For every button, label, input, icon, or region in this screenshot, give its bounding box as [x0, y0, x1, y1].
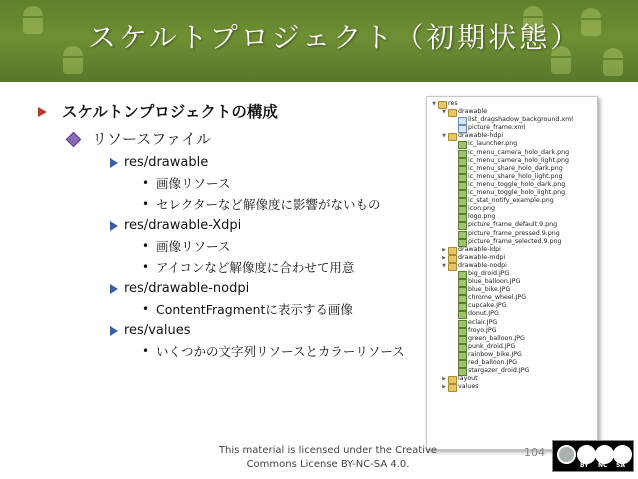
cc-license-badge [552, 440, 634, 472]
bullet-sub-text: リソースファイル [92, 130, 211, 148]
expand-right-icon[interactable]: ▶ [442, 246, 446, 253]
tree-folder-row[interactable] [427, 108, 597, 116]
bullet-arrow-icon [38, 107, 47, 117]
triangle-bullet-icon [110, 221, 118, 231]
tree-node-label: blue_balloon.JPG [468, 278, 521, 286]
bullet-item [36, 299, 436, 320]
tree-node-label: blue_bike.JPG [468, 286, 511, 294]
tree-file-row[interactable] [427, 173, 597, 181]
tree-node-label: big_droid.JPG [468, 269, 510, 277]
license-line-1: This material is licensed under the Creative [218, 445, 438, 456]
bullet-group [36, 320, 436, 341]
folder-icon [448, 384, 457, 392]
tree-file-row[interactable] [427, 205, 597, 213]
license-line-2: Commons License BY-NC-SA 4.0. [246, 459, 410, 470]
expand-right-icon[interactable]: ▶ [442, 384, 446, 391]
tree-node-label: ic_menu_toggle_holo_light.png [468, 189, 566, 197]
tree-file-row[interactable] [427, 335, 597, 343]
tree-file-row[interactable] [427, 343, 597, 351]
tree-file-row[interactable] [427, 367, 597, 375]
expand-down-icon[interactable]: ▼ [442, 109, 446, 116]
bullet-group [36, 215, 436, 236]
bullet-group-name: res/drawable-Xdpi [124, 218, 242, 233]
expand-down-icon[interactable]: ▼ [442, 262, 446, 269]
tree-node-label: drawable-hdpi [458, 132, 504, 140]
tree-node-label: ic_menu_toggle_holo_dark.png [468, 180, 566, 188]
tree-node-label: punk_droid.JPG [468, 342, 516, 350]
diamond-bullet-icon [66, 132, 82, 148]
license-footer [208, 444, 448, 472]
bullet-item-text: アイコンなど解像度に合わせて用意 [156, 260, 355, 275]
triangle-bullet-icon [110, 158, 118, 168]
tree-file-row[interactable] [427, 157, 597, 165]
expand-down-icon[interactable]: ▼ [432, 101, 436, 107]
tree-file-row[interactable] [427, 197, 597, 205]
tree-node-label: eclair.JPG [468, 318, 498, 326]
tree-node-label: green_balloon.JPG [468, 334, 525, 342]
android-pattern-icon [578, 8, 604, 38]
bullet-item-text: セレクターなど解像度に影響がないもの [156, 197, 381, 212]
dot-bullet-icon: • [142, 197, 150, 211]
bullet-item-text: いくつかの文字列リソースとカラーリソース [156, 344, 405, 359]
tree-node-label: picture_frame.xml [468, 124, 526, 132]
cc-label-by: BY [580, 462, 589, 469]
dot-bullet-icon: • [142, 176, 150, 190]
android-pattern-icon [60, 46, 86, 76]
cc-icon [557, 445, 576, 464]
tree-node-label: ic_stat_notify_example.png [468, 197, 554, 205]
tree-node-label: red_balloon.JPG [468, 359, 518, 366]
bullet-item-text: 画像リソース [156, 176, 231, 191]
tree-folder-row[interactable] [427, 246, 597, 254]
tree-file-row[interactable] [427, 213, 597, 221]
page-number: 104 [524, 446, 545, 459]
tree-folder-row[interactable] [427, 383, 597, 391]
tree-file-row[interactable] [427, 294, 597, 302]
tree-node-label: logo.png [468, 213, 496, 221]
tree-file-row[interactable] [427, 238, 597, 246]
tree-node-label: picture_frame_default.9.png [468, 221, 558, 229]
tree-file-row[interactable] [427, 181, 597, 189]
tree-node-label: list_dragshadow_background.xml [468, 116, 573, 124]
tree-node-label: drawable-nodpi [458, 261, 507, 269]
bullet-item [36, 194, 436, 215]
slide-title: スケルトプロジェクト（初期状態） [88, 21, 582, 54]
title-banner [0, 0, 638, 82]
bullet-group-name: res/drawable [124, 155, 209, 170]
tree-node-label: rainbow_bike.JPG [468, 350, 522, 358]
tree-file-row[interactable] [427, 140, 597, 148]
bullet-item [36, 341, 436, 362]
dot-bullet-icon: • [142, 260, 150, 274]
tree-node-label: ic_menu_camera_holo_dark.png [468, 148, 570, 156]
expand-down-icon[interactable]: ▼ [442, 133, 446, 140]
tree-node-label: icon.png [468, 205, 496, 213]
bullet-heading-text: スケルトンプロジェクトの構成 [62, 103, 278, 121]
tree-file-row[interactable] [427, 230, 597, 238]
tree-node-label: picture_frame_selected.9.png [468, 237, 562, 245]
triangle-bullet-icon [110, 326, 118, 336]
dot-bullet-icon: • [142, 344, 150, 358]
bullet-sub [36, 126, 436, 152]
bullet-list [36, 98, 436, 362]
tree-folder-row[interactable] [427, 262, 597, 270]
tree-file-row[interactable] [427, 327, 597, 335]
dot-bullet-icon: • [142, 239, 150, 253]
tree-file-row[interactable] [427, 319, 597, 327]
tree-node-label: drawable-mdpi [458, 253, 506, 261]
tree-node-label: ic_menu_share_holo_light.png [468, 172, 563, 180]
tree-node-label: chrome_wheel.JPG [468, 294, 527, 302]
tree-node-label: picture_frame_pressed.9.png [468, 229, 560, 237]
tree-node-label: froyo.JPG [468, 326, 497, 334]
tree-node-label: layout [458, 375, 478, 383]
tree-file-row[interactable] [427, 165, 597, 173]
expand-right-icon[interactable]: ▶ [442, 376, 446, 383]
bullet-heading [36, 98, 436, 126]
tree-node-label: drawable [458, 108, 488, 116]
project-tree-screenshot [426, 96, 598, 450]
tree-file-row[interactable] [427, 124, 597, 132]
tree-node-label: ic_menu_camera_holo_light.png [468, 156, 569, 164]
tree-file-row[interactable] [427, 286, 597, 294]
bullet-item [36, 236, 436, 257]
tree-folder-row[interactable] [427, 254, 597, 262]
tree-file-row[interactable] [427, 302, 597, 310]
tree-file-row[interactable] [427, 116, 597, 124]
tree-node-label: cupcake.JPG [468, 302, 507, 310]
expand-right-icon[interactable]: ▶ [442, 254, 446, 261]
cc-label-sa: SA [616, 462, 625, 469]
tree-file-row[interactable] [427, 149, 597, 157]
android-pattern-icon [600, 48, 626, 78]
bullet-group-name: res/drawable-nodpi [124, 281, 250, 296]
bullet-item [36, 257, 436, 278]
tree-node-label: drawable-ldpi [458, 245, 501, 253]
tree-node-label: ic_launcher.png [468, 140, 518, 148]
tree-file-row[interactable] [427, 270, 597, 278]
tree-node-label: donut.JPG [468, 310, 499, 318]
bullet-group-name: res/values [124, 323, 191, 338]
bullet-group [36, 278, 436, 299]
bullet-group [36, 152, 436, 173]
tree-file-row[interactable] [427, 189, 597, 197]
tree-file-row[interactable] [427, 278, 597, 286]
bullet-item-text: ContentFragmentに表示する画像 [156, 302, 353, 317]
bullet-item [36, 173, 436, 194]
tree-folder-row[interactable] [427, 375, 597, 383]
tree-file-row[interactable] [427, 310, 597, 318]
cc-label-nc: NC [598, 462, 608, 469]
tree-folder-row[interactable] [427, 132, 597, 140]
tree-node-label: stargazer_droid.JPG [468, 367, 530, 375]
tree-node-label: res [448, 100, 458, 107]
tree-file-row[interactable] [427, 351, 597, 359]
triangle-bullet-icon [110, 284, 118, 294]
android-pattern-icon [20, 6, 46, 36]
tree-node-label: ic_menu_share_holo_dark.png [468, 164, 563, 172]
tree-file-row[interactable] [427, 359, 597, 367]
tree-node-label: values [458, 383, 479, 391]
dot-bullet-icon: • [142, 302, 150, 316]
tree-file-row[interactable] [427, 221, 597, 229]
bullet-item-text: 画像リソース [156, 239, 231, 254]
tree-folder-row[interactable] [427, 100, 597, 108]
